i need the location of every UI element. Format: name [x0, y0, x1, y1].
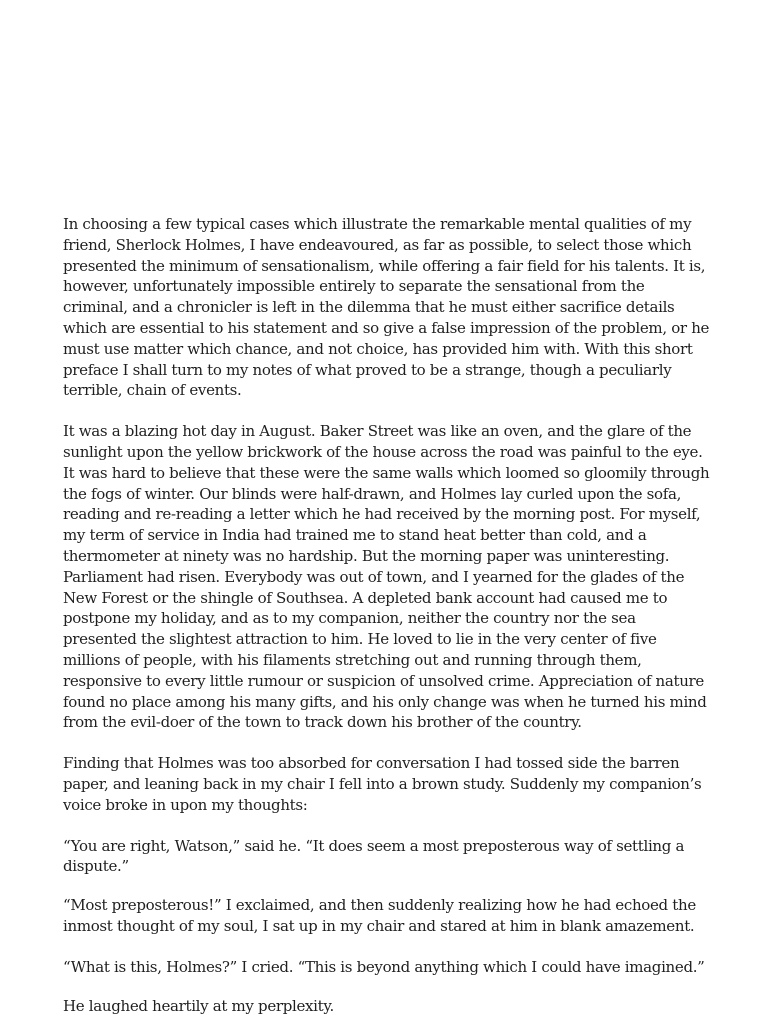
paragraph-you-are-right: “You are right, Watson,” said he. “It does seem a most preposterous way of settling a dispute.”: [63, 836, 685, 876]
paragraph-laughed: He laughed heartily at my perplexity.: [63, 996, 334, 1015]
paragraph-most-preposterous: “Most preposterous!” I exclaimed, and then suddenly realizing how he had echoed the inmost thought of my soul, I sat up in my chair and stared at him in blank amazement.: [63, 896, 696, 935]
paragraph-preface: In choosing a few typical cases which illustrate the remarkable mental qualities of my friend, Sherlock Holmes, I have endeavoured, as far as possible, to select those which presented the minimum of sensationalism, while offering a fair field for his talents. It is, however, unfortunately impossible entirely to separate the sensational from the criminal, and a chronicler is left in the dilemma that he must either sacrifice details which are essential to his statement and so give a false impression of the problem, or he must use matter which chance, and not choice, has provided him with. With this short preface I shall turn to my notes of what proved to be a strange, though a peculiarly terrible, chain of events.: [63, 215, 710, 400]
paragraph-brown-study: Finding that Holmes was too absorbed for conversation I had tossed side the barren paper, and leaning back in my chair I fell into a brown study. Suddenly my companion’s voice broke in upon my thoughts:: [63, 754, 702, 814]
paragraph-what-is-this: “What is this, Holmes?” I cried. “This is beyond anything which I could have imagined.”: [63, 957, 705, 976]
paragraph-baker-street: It was a blazing hot day in August. Baker Street was like an oven, and the glare of the sunlight upon the yellow brickwork of the house across the road was painful to the eye. It was hard to believe that these were the same walls which loomed so gloomily through the fogs of winter. Our blinds were half-drawn, and Holmes lay curled upon the sofa, reading and re-reading a letter which he had received by the morning post. For myself, my term of service in India had trained me to stand heat better than cold, and a thermometer at ninety was no hardship. But the morning paper was uninteresting. Parliament had risen. Everybody was out of town, and I yearned for the glades of the New Forest or the shingle of Southsea. A depleted bank account had caused me to postpone my holiday, and as to my companion, neither the country nor the sea presented the slightest attraction to him. He loved to lie in the very center of five millions of people, with his filaments stretching out and running through them, responsive to every little rumour or suspicion of unsolved crime. Appreciation of nature found no place among his many gifts, and his only change was when he turned his mind from the evil-doer of the town to track down his brother of the country.: [63, 422, 710, 732]
